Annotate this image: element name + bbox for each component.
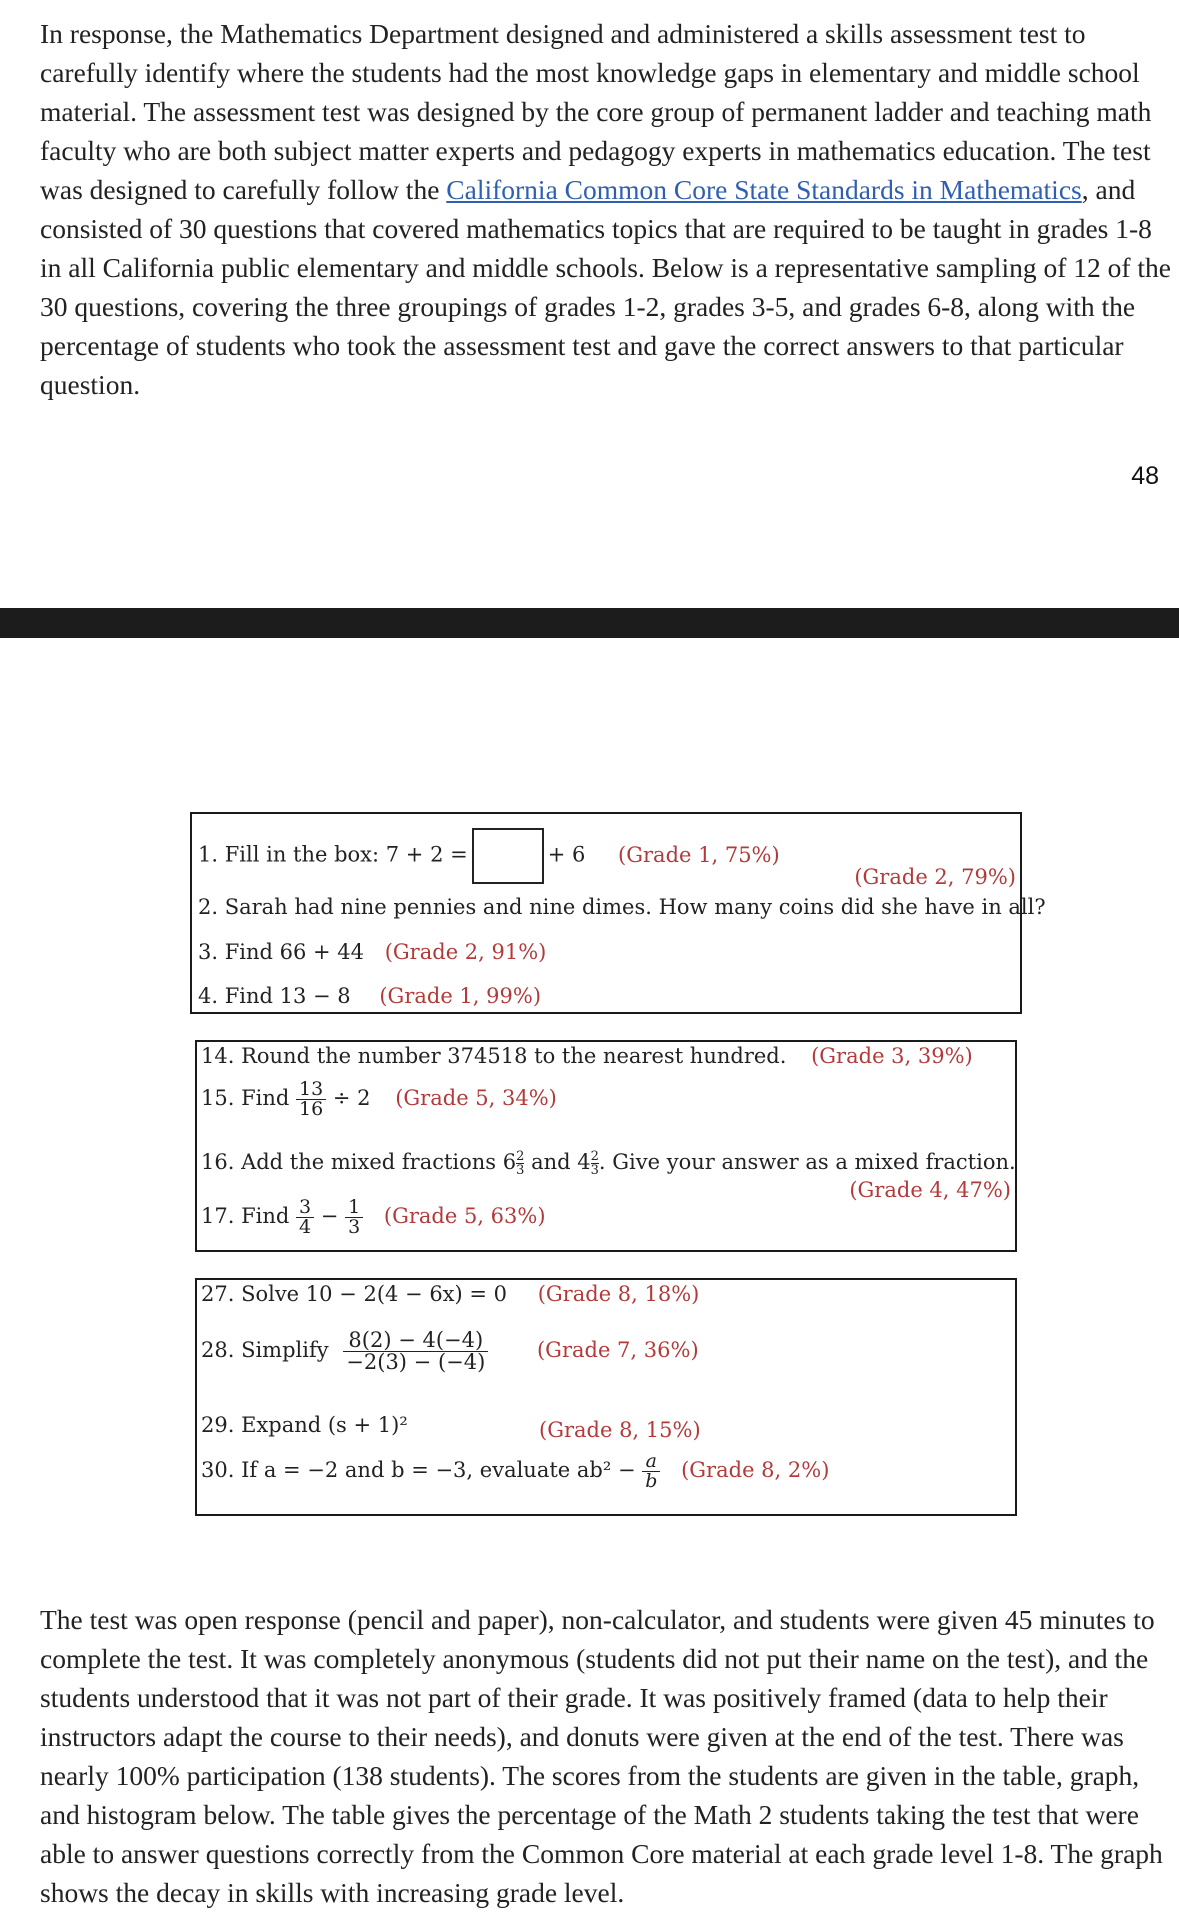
mixed-fraction-part-2: $\frac{2}{3}$ xyxy=(590,1149,599,1178)
question-27-grade: (Grade 8, 18%) xyxy=(537,1282,700,1306)
question-27: 27. Solve 10 − 2(4 − 6x) = 0 (Grade 8, 18%) xyxy=(201,1282,700,1306)
question-30-grade: (Grade 8, 2%) xyxy=(681,1458,830,1482)
question-2: 2. Sarah had nine pennies and nine dimes. How many coins did she have in all? xyxy=(198,895,1046,919)
intro-text-after-link: , and consisted of 30 questions that covered mathematics topics that are required to be taught in grades 1-8 in all California public elementary and middle schools. Below is a representative sampling of 12 of the 30 questions, covering the three groupings of grades 1-2, grades 3-5, and grades 6-8, along with the percentage of students who took the assessment test and gave the correct answers to that particular question. xyxy=(40,174,1172,400)
page-divider-bar xyxy=(0,608,1179,638)
question-3: 3. Find 66 + 44 (Grade 2, 91%) xyxy=(198,940,547,964)
question-30: 30. If a = −2 and b = −3, evaluate ab² − $\frac{a}{b}$ (Grade 8, 2%) xyxy=(201,1450,830,1492)
question-28-grade: (Grade 7, 36%) xyxy=(536,1338,699,1362)
question-4: 4. Find 13 − 8 (Grade 1, 99%) xyxy=(198,984,542,1008)
outro-paragraph: The test was open response (pencil and paper), non-calculator, and students were given 45 minutes to complete the test. It was completely anonymous (students did not put their name on the test), and the students understood that it was not part of their grade. It was positively framed (data to help their instructors adapt the course to their needs), and donuts were given at the end of the test. There was nearly 100% participation (138 students). The scores from the students are given in the table, graph, and histogram below. The table gives the percentage of the Math 2 students taking the test that were able to answer questions correctly from the Common Core material at each grade level 1-8. The graph shows the decay in skills with increasing grade level. xyxy=(40,1604,1163,1908)
question-16: 16. Add the mixed fractions 6 $\frac{2}{3}$ and 4 $\frac{2}{3}$ . Give your answer as a mixed fraction. xyxy=(201,1149,1016,1178)
question-28: 28. Simplify $\frac{8(2) - 4(-4)}{-2(3) - (-4)}$ (Grade 7, 36%) xyxy=(201,1328,699,1374)
question-15: 15. Find $\frac{13}{16}$ ÷ 2 (Grade 5, 34%) xyxy=(201,1078,557,1120)
question-box-grades-3-5 xyxy=(195,1040,1017,1252)
question-14: 14. Round the number 374518 to the nearest hundred. (Grade 3, 39%) xyxy=(201,1044,973,1068)
intro-paragraph xyxy=(40,14,1172,404)
question-box-grades-6-8 xyxy=(195,1278,1017,1516)
fraction-a-b: $\frac{a}{b}$ xyxy=(642,1452,660,1491)
mixed-fraction-part-1: $\frac{2}{3}$ xyxy=(516,1149,525,1178)
fill-in-answer-box xyxy=(472,828,544,884)
question-14-grade: (Grade 3, 39%) xyxy=(811,1044,973,1068)
question-17-grade: (Grade 5, 63%) xyxy=(383,1204,546,1228)
common-core-standards-link[interactable]: California Common Core State Standards in Mathematics xyxy=(446,174,1082,205)
question-15-grade: (Grade 5, 34%) xyxy=(395,1086,557,1110)
question-4-grade: (Grade 1, 99%) xyxy=(379,984,542,1008)
fraction-3-4: $\frac{3}{4}$ xyxy=(296,1198,314,1237)
intro-text-before-link: In response, the Mathematics Department designed and administered a skills assessment test to carefully identify where the students had the most knowledge gaps in elementary and middle school material. The assessment test was designed by the core group of permanent ladder and teaching math faculty who are both subject matter experts and pedagogy experts in mathematics education. The test was designed to carefully follow the xyxy=(40,18,1152,205)
question-box-grades-1-2 xyxy=(190,812,1046,1014)
fraction-1-3: $\frac{1}{3}$ xyxy=(345,1198,363,1237)
question-1: 1. Fill in the box: 7 + 2 = + 6 (Grade 1, 75%) xyxy=(198,828,780,884)
question-1-grade: (Grade 1, 75%) xyxy=(618,842,780,867)
question-16-grade: (Grade 4, 47%) xyxy=(849,1178,1011,1202)
question-2-grade: (Grade 2, 79%) xyxy=(854,865,1016,889)
question-3-grade: (Grade 2, 91%) xyxy=(384,940,547,964)
fraction-expression-28: $\frac{8(2) - 4(-4)}{-2(3) - (-4)}$ xyxy=(343,1330,488,1373)
fraction-13-16: $\frac{13}{16}$ xyxy=(296,1080,326,1119)
question-17: 17. Find $\frac{3}{4}$ − $\frac{1}{3}$ (Grade 5, 63%) xyxy=(201,1196,546,1238)
question-29: 29. Expand (s + 1)² xyxy=(201,1413,408,1437)
question-29-grade: (Grade 8, 15%) xyxy=(539,1418,701,1442)
page-number: 48 xyxy=(1131,462,1159,490)
